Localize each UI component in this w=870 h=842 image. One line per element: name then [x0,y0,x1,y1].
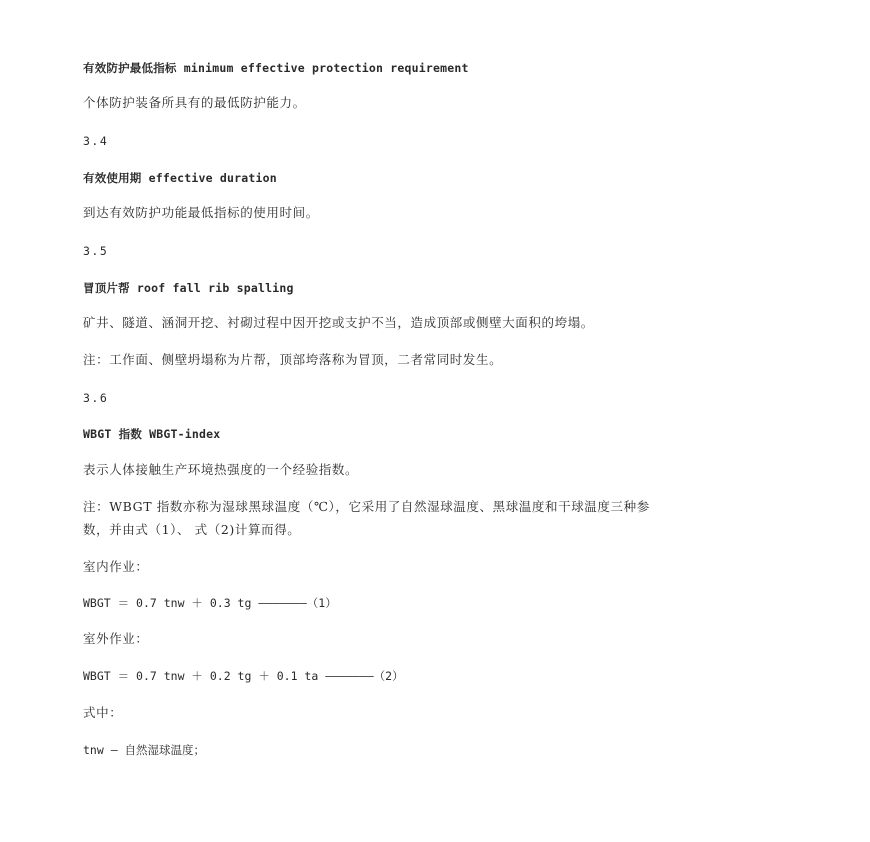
section-number-3-4: 3.4 [83,134,109,148]
term-3-4-title: 有效使用期 effective duration [83,171,277,185]
formula-1: WBGT ＝ 0.7 tnw ＋ 0.3 tg ———————（1） [83,596,337,610]
term-3-5-title: 冒顶片帮 roof fall rib spalling [83,281,294,295]
indoor-work-label: 室内作业： [83,559,149,574]
term-3-3-definition: 个体防护装备所具有的最低防护能力。 [83,95,306,110]
term-3-4-definition: 到达有效防护功能最低指标的使用时间。 [83,205,319,220]
formula-2: WBGT ＝ 0.7 tnw ＋ 0.2 tg ＋ 0.1 ta ———————（2） [83,669,404,683]
term-3-6-title: WBGT 指数 WBGT-index [83,427,221,441]
term-3-6-note-line-1: 注：WBGT 指数亦称为湿球黑球温度（℃），它采用了自然湿球温度、黑球温度和干球温度三种参 [83,499,650,514]
section-number-3-5: 3.5 [83,244,109,258]
term-3-5-definition: 矿井、隧道、涵洞开挖、衬砌过程中因开挖或支护不当，造成顶部或侧壁大面积的垮塌。 [83,315,594,330]
section-number-3-6: 3.6 [83,391,109,405]
where-label: 式中： [83,705,123,720]
tnw-definition: tnw — 自然湿球温度； [83,743,206,757]
term-3-6-note-line-2: 数，并由式（1）、 式（2)计算而得。 [83,522,301,537]
outdoor-work-label: 室外作业： [83,631,149,646]
term-3-6-definition: 表示人体接触生产环境热强度的一个经验指数。 [83,462,359,477]
term-3-3-title: 有效防护最低指标 minimum effective protection requirement [83,61,469,75]
term-3-5-note: 注：工作面、侧壁坍塌称为片帮，顶部垮落称为冒顶，二者常同时发生。 [83,352,503,367]
